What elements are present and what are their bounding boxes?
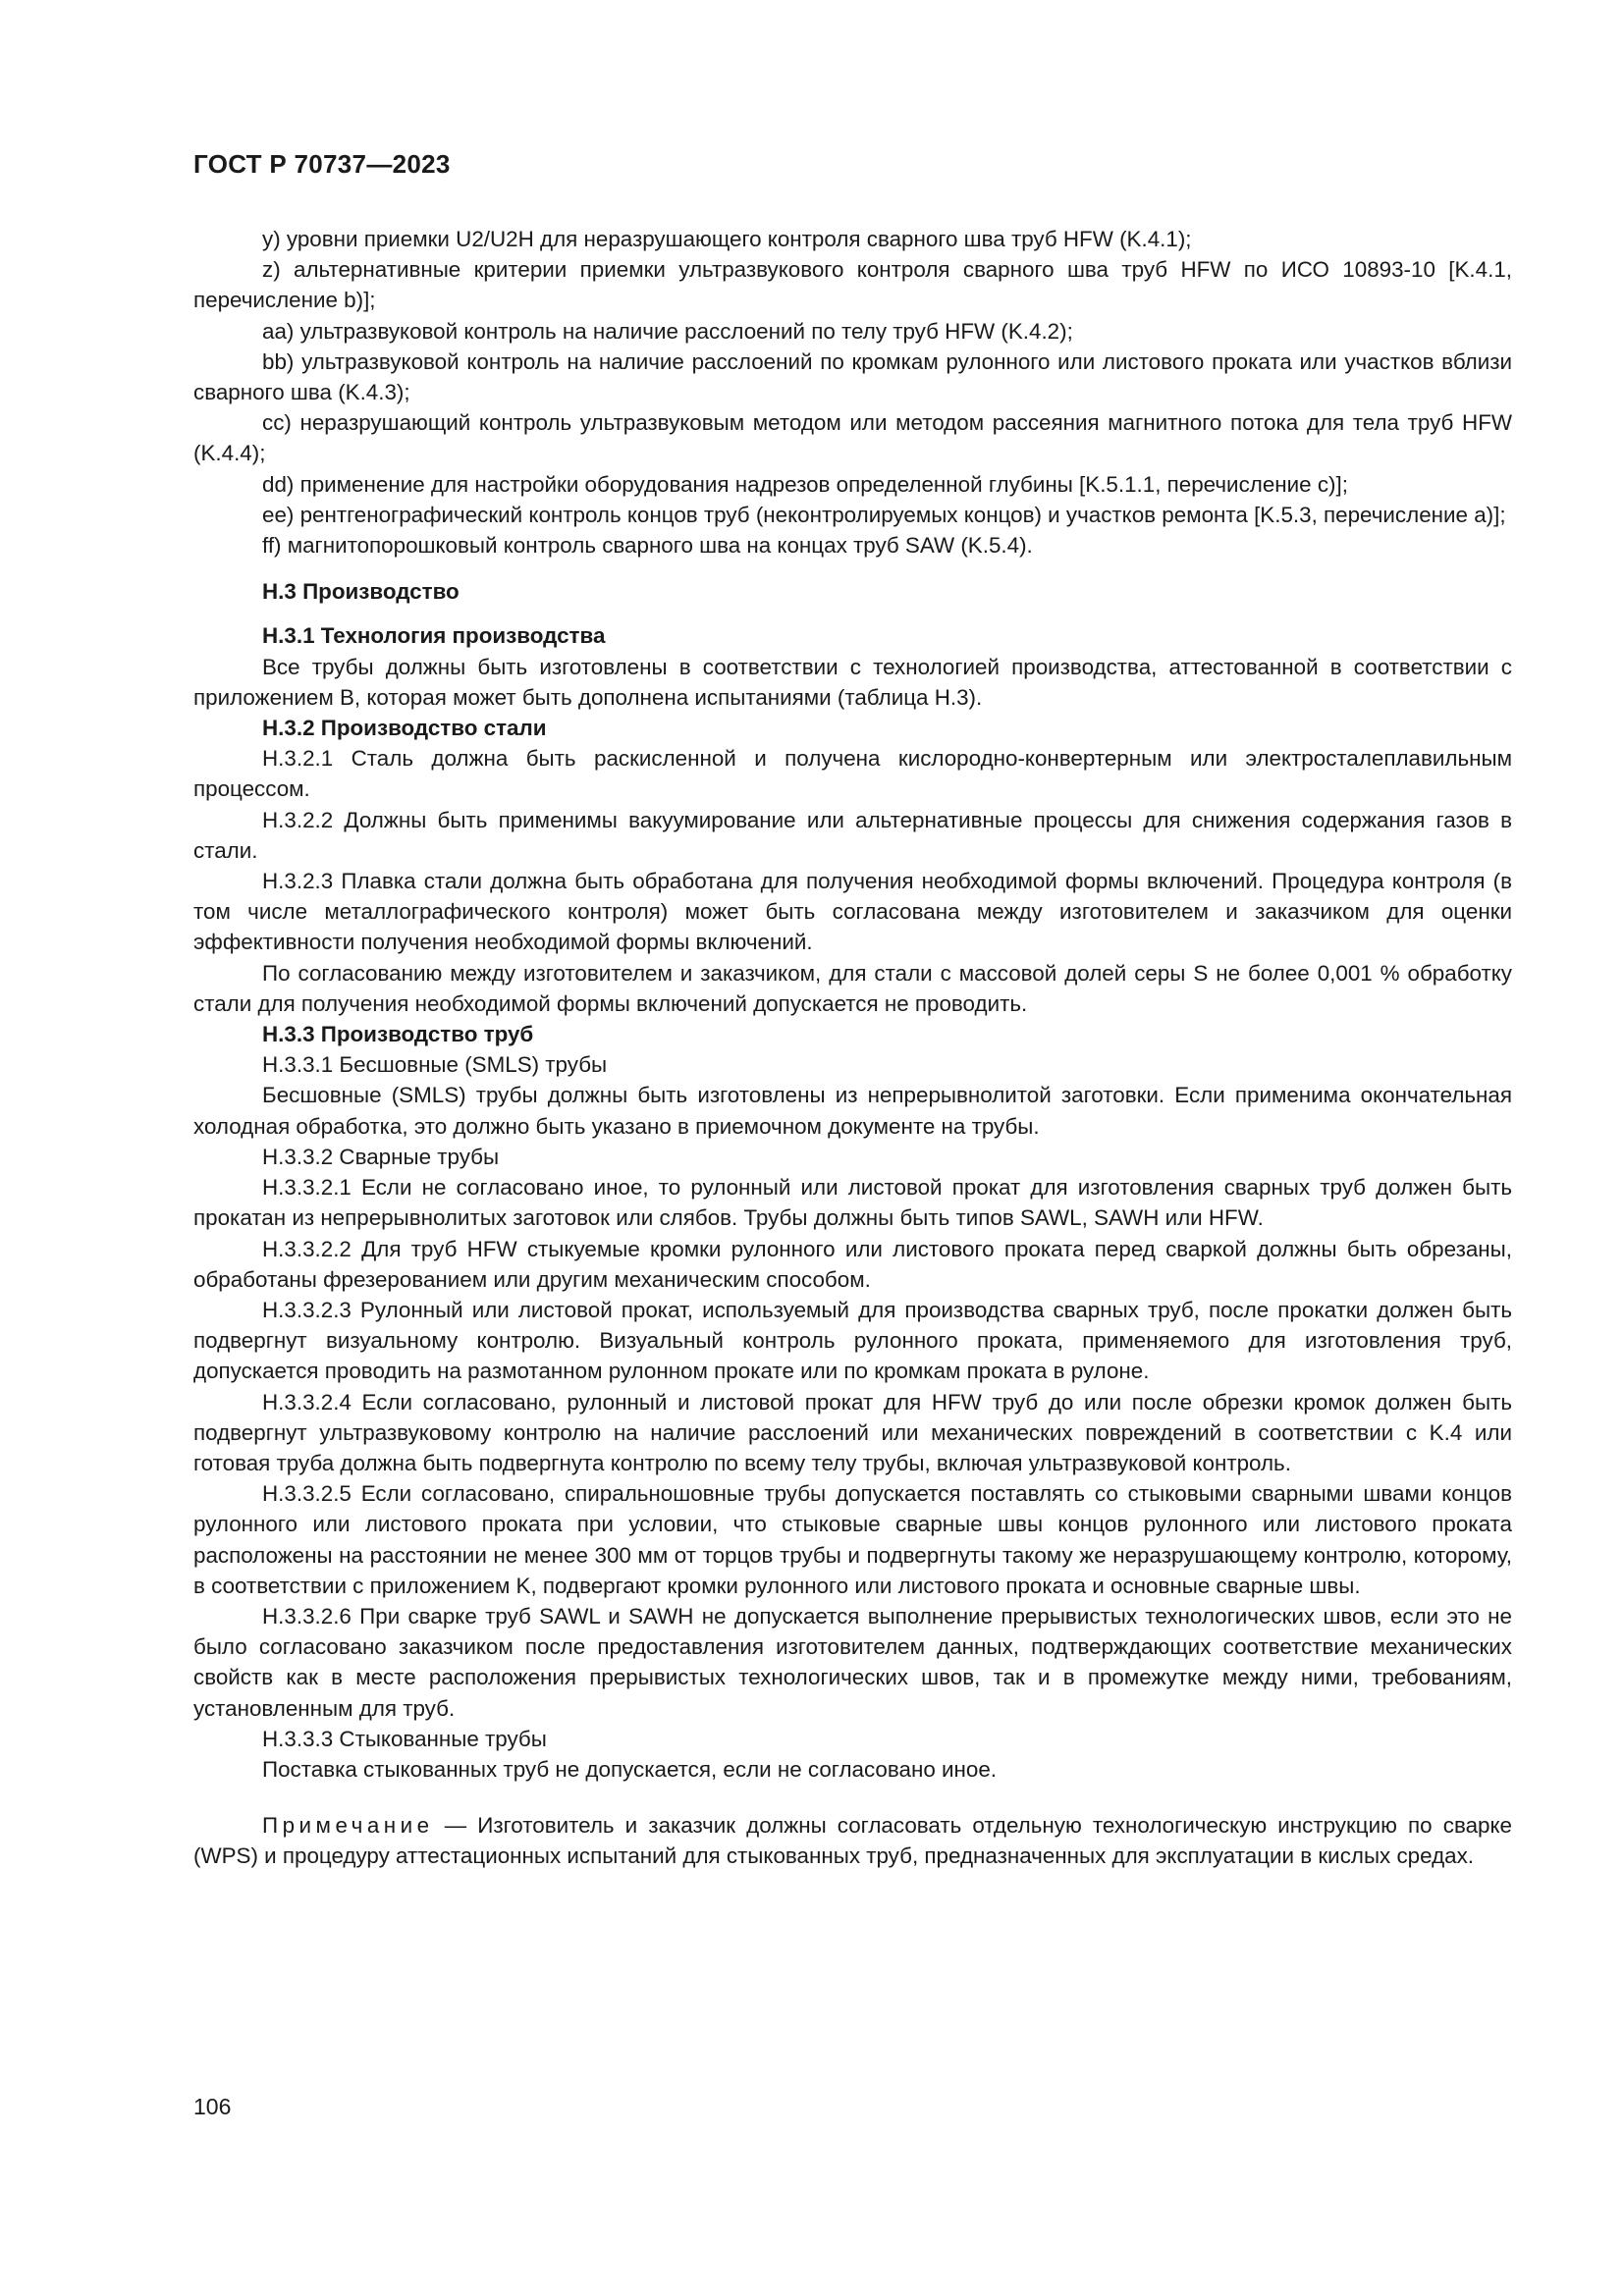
section-heading-h3-1: H.3.1 Технология производства bbox=[262, 623, 606, 649]
section-heading-h3: H.3 Производство bbox=[262, 579, 460, 605]
paragraph: Поставка стыкованных труб не допускается, если не согласовано иное. bbox=[262, 1756, 998, 1782]
list-item-aa: аа) ультразвуковой контроль на наличие расслоений по телу труб HFW (K.4.2); bbox=[262, 318, 1073, 344]
subsection-heading: Н.3.3.2 Сварные трубы bbox=[262, 1144, 500, 1169]
paragraph: Н.3.2.1 Сталь должна быть раскисленной и получена кислородно-конвертерным или электросталеплавильным процессом. bbox=[193, 746, 1512, 802]
note-text: — Изготовитель и заказчик должны согласовать отдельную технологическую инструкцию по сварке (WPS) и процедуру аттестационных испытаний для стыкованных труб, предназначенных для эксплуатации в кислых средах. bbox=[193, 1813, 1512, 1869]
note bbox=[193, 1810, 1512, 1871]
paragraph: Н.3.3.2.2 Для труб HFW стыкуемые кромки рулонного или листового проката перед сваркой должны быть обрезаны, обработаны фрезерованием или другим механическим способом. bbox=[193, 1236, 1512, 1292]
page-number: 106 bbox=[193, 2094, 232, 2119]
list-item-bb: bb) ультразвуковой контроль на наличие расслоений по кромкам рулонного или листового проката или участков вблизи сварного шва (K.4.3); bbox=[193, 348, 1512, 405]
paragraph: Н.3.2.3 Плавка стали должна быть обработана для получения необходимой формы включений. Процедура контроля (в том числе металлографического контроля) может быть согласована между изготовителем и заказчиком для оценки эффективности получения необходимой формы включений. bbox=[193, 869, 1512, 955]
subsection-heading: Н.3.3.3 Стыкованные трубы bbox=[262, 1726, 547, 1751]
paragraph: Н.3.3.2.1 Если не согласовано иное, то рулонный или листовой прокат для изготовления сварных труб должен быть прокатан из непрерывнолитых заготовок или слябов. Трубы должны быть типов SAWL, SAWH или HFW. bbox=[193, 1175, 1512, 1231]
subsection-heading: Н.3.3.1 Бесшовные (SMLS) трубы bbox=[262, 1052, 608, 1078]
paragraph: Н.3.3.2.3 Рулонный или листовой прокат, используемый для производства сварных труб, после прокатки должен быть подвергнут визуальному контролю. Визуальный контроль рулонного проката, применяемого для изготовления труб, допускается проводить на размотанном рулонном прокате или по кромкам проката в рулоне. bbox=[193, 1297, 1512, 1384]
list-item-dd: dd) применение для настройки оборудования надрезов определенной глубины [K.5.1.1, перечисление c)]; bbox=[262, 471, 1348, 497]
list-item-ff: ff) магнитопорошковый контроль сварного шва на концах труб SAW (K.5.4). bbox=[262, 533, 1033, 559]
paragraph: Все трубы должны быть изготовлены в соответствии с технологией производства, аттестованной в соответствии с приложением В, которая может быть дополнена испытаниями (таблица Н.3). bbox=[193, 654, 1512, 710]
section-heading-h3-2: Н.3.2 Производство стали bbox=[262, 716, 547, 741]
paragraph: Н.3.3.2.5 Если согласовано, спиральношовные трубы допускается поставлять со стыковыми сварными швами концов рулонного или листового проката при условии, что стыковые сварные швы концов рулонного или листового проката расположены на расстоянии не менее 300 мм от торцов трубы и подвергнуты такому же неразрушающему контролю, которому, в соответствии с приложением K, подвергают кромки рулонного или листового проката и основные сварные швы. bbox=[193, 1481, 1512, 1598]
list-item-ee: ee) рентгенографический контроль концов труб (неконтролируемых концов) и участков ремонта [K.5.3, перечисление а)]; bbox=[262, 502, 1506, 527]
note-label: Примечание bbox=[262, 1813, 434, 1839]
paragraph: Н.3.2.2 Должны быть применимы вакуумирование или альтернативные процессы для снижения содержания газов в стали. bbox=[193, 807, 1512, 863]
paragraph: Бесшовные (SMLS) трубы должны быть изготовлены из непрерывнолитой заготовки. Если применима окончательная холодная обработка, это должно быть указано в приемочном документе на трубы. bbox=[193, 1083, 1512, 1139]
paragraph: Н.3.3.2.6 При сварке труб SAWL и SAWH не допускается выполнение прерывистых технологических швов, если это не было согласовано заказчиком после предоставления изготовителем данных, подтверждающих соответствие механических свойств как в месте расположения прерывистых технологических швов, так и в промежутке между ними, требованиям, установленным для труб. bbox=[193, 1603, 1512, 1721]
section-heading-h3-3: Н.3.3 Производство труб bbox=[262, 1022, 534, 1047]
paragraph: Н.3.3.2.4 Если согласовано, рулонный и листовой прокат для HFW труб до или после обрезки кромок должен быть подвергнут ультразвуковому контролю на наличие расслоений или механических повреждений в соответствии с K.4 или готовая труба должна быть подвергнута контролю по всему телу трубы, включая ультразвуковой контроль. bbox=[193, 1389, 1512, 1475]
list-item-cc: cc) неразрушающий контроль ультразвуковым методом или методом рассеяния магнитного потока для тела труб HFW (K.4.4); bbox=[193, 410, 1512, 466]
list-item-y: y) уровни приемки U2/U2H для неразрушающего контроля сварного шва труб HFW (K.4.1); bbox=[262, 227, 1192, 251]
paragraph: По согласованию между изготовителем и заказчиком, для стали с массовой долей серы S не более 0,001 % обработку стали для получения необходимой формы включений допускается не проводить. bbox=[193, 960, 1512, 1016]
document-header: ГОСТ Р 70737—2023 bbox=[193, 149, 451, 179]
document-body bbox=[193, 224, 1512, 1872]
list-item-z: z) альтернативные критерии приемки ультразвукового контроля сварного шва труб HFW по ИСО 10893-10 [K.4.1, перечисление b)]; bbox=[193, 257, 1512, 313]
